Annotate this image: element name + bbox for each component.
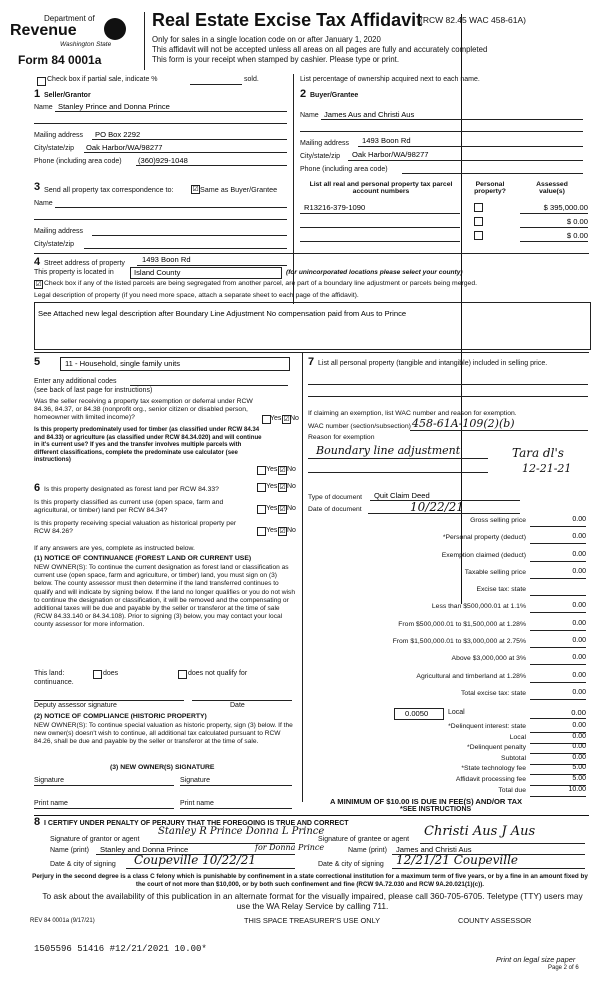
buyer-city-label: City/state/zip (300, 153, 341, 160)
doc-date-label: Date of document (308, 506, 362, 513)
seller-mailing-label: Mailing address (34, 132, 84, 139)
assessor-label: COUNTY ASSESSOR (458, 916, 532, 925)
page-number: Page 2 of 6 (548, 965, 579, 971)
tax-row-value[interactable]: 5.00 (530, 775, 586, 786)
tax-row (308, 568, 590, 585)
parcel-row (300, 231, 590, 245)
forest-no-checkbox[interactable]: ☑ (279, 484, 286, 491)
grantee-signature[interactable]: Christi Aus J Aus (424, 824, 536, 839)
exemption-label: If claiming an exemption, list WAC number and reason for exemption. (308, 410, 517, 417)
tax-row (308, 722, 590, 733)
wac-line (410, 430, 588, 431)
tax-row (308, 743, 590, 754)
assessed-value[interactable]: $ 395,000.00 (543, 203, 588, 212)
seller-city[interactable]: Oak Harbor/WA/98277 (86, 143, 163, 152)
tax-row-value[interactable]: 0.00 (530, 722, 586, 733)
local-rate-value: 0.0050 (405, 709, 429, 718)
treasurer-label: THIS SPACE TREASURER'S USE ONLY (244, 916, 381, 925)
parcel-row (300, 217, 590, 231)
grantor-name-label: Name (print) (50, 847, 89, 854)
tax-row-label: Exemption claimed (deduct) (441, 551, 526, 559)
grantee-date-city[interactable]: 12/21/21 Coupeville (396, 853, 519, 867)
tax-row-value[interactable]: 10.00 (530, 786, 586, 797)
minimum-note: A MINIMUM OF $10.00 IS DUE IN FEE(S) AND/OR TAX (330, 797, 523, 806)
parcel-header-personal: Personal property? (474, 181, 506, 195)
deputy-line (34, 700, 184, 701)
notice2-text: NEW OWNER(S): To continue special valuation as historic property, sign (3) below. If the new owner(s) doesn't wish to continue, all additional tax calculated pursuant to RCW 84.26, shall be due and payable by the seller or transferor at the time of sale. (34, 722, 293, 746)
seller-phone-line (136, 165, 287, 166)
seller-num: 1 (34, 88, 41, 100)
grantee-name-label: Name (print) (348, 847, 387, 854)
seller-phone-label: Phone (including area code) (34, 158, 122, 165)
tax-row-label: Subtotal (501, 754, 526, 762)
tax-row-value[interactable] (530, 585, 586, 596)
q2-yes-label: Yes (266, 466, 278, 473)
tax-row (308, 754, 590, 765)
side-note2: 12-21-21 (522, 462, 572, 475)
section7-text: List all personal property (tangible and intangible) included in selling price. (318, 360, 548, 367)
street-label: Street address of property (44, 260, 125, 267)
exemption-question: Was the seller receiving a property tax exemption or deferral under RCW 84.36, 84.37, or 84.38 (nonprofit org., senior citizen or disabled person, homeowner with limited income)? (34, 398, 253, 421)
ownership-label: List percentage of ownership acquired next to each name. (300, 76, 480, 83)
tax-row-value[interactable]: 5.00 (530, 764, 586, 775)
tax-row-label: *Delinquent penalty (467, 744, 526, 752)
timber-question: Is this property predominately used for timber (as classified under RCW 84.34 and 84.33) or agriculture (as classified under RCW 84.34.020) and will continue in it's current use? If yes and the transfer involves multiple parcels with different classifications, complete the predominate use calculator (see instructions) (34, 426, 262, 463)
doc-date[interactable]: 10/22/21 (410, 500, 464, 514)
tax-row (308, 672, 590, 689)
local-value-line (530, 718, 586, 719)
grantor-date-city[interactable]: Coupeville 10/22/21 (134, 853, 257, 867)
same-as-buyer-label: Same as Buyer/Grantee (200, 185, 278, 194)
assessed-value[interactable]: $ 0.00 (566, 217, 588, 226)
deputy-date-line (192, 700, 292, 701)
buyer-num: 2 (300, 88, 307, 100)
seller-name-line (55, 111, 287, 112)
perjury-note: Perjury in the second degree is a class C felony which is punishable by confinement in a state correctional institution for a maximum term of five years, or by a fine in an amount fixed by the court of not more than $10,000, or by both such confinement and fine (RCW 9A.72.030 and RCW 9A.20.021(1)(c)). (32, 873, 588, 888)
header-note3: This form is your receipt when stamped by cashier. Please type or print. (152, 55, 400, 64)
form-number: Form 84 0001a (18, 53, 102, 67)
section7-num: 7 (308, 356, 315, 368)
this-land-label: This land: (34, 670, 65, 677)
county-value: Island County (134, 268, 181, 277)
certify-label: I CERTIFY UNDER PENALTY OF PERJURY THAT THE FOREGOING IS TRUE AND CORRECT (44, 820, 349, 827)
section5-num: 5 (34, 356, 41, 368)
doc-date-line (368, 513, 520, 514)
tax-row (308, 733, 590, 744)
tax-row (308, 689, 590, 706)
section5-top-rule (34, 352, 589, 353)
historic-question: Is this property receiving special valuation as historical property per RCW 84.26? (34, 520, 237, 535)
tax-row-label: Agricultural and timberland at 1.28% (416, 672, 526, 680)
partial-sold-label: sold. (244, 76, 259, 83)
tax-row-value[interactable]: 0.00 (530, 689, 586, 700)
signature-label-1: Signature (34, 777, 64, 784)
new-owner-sig-title: (3) NEW OWNER(S) SIGNATURE (110, 764, 215, 771)
buyer-name-line2 (300, 131, 583, 132)
partial-sale-label: Check box if partial sale, indicate % (47, 76, 158, 83)
tax-row (308, 764, 590, 775)
does-not-checkbox[interactable] (178, 670, 187, 679)
seller-heading: Seller/Grantor (44, 92, 91, 99)
grantor-signature[interactable]: Stanley R Prince Donna L Prince (158, 826, 325, 837)
legal-description-box[interactable] (34, 302, 591, 350)
center-divider-2 (302, 352, 303, 802)
tax-row-value[interactable]: 0.00 (530, 551, 586, 562)
tax-row-value[interactable]: 0.00 (530, 754, 586, 765)
seller-mailing-line (92, 139, 287, 140)
section4-num: 4 (34, 256, 41, 268)
land-use-select[interactable] (60, 357, 290, 371)
notice1-text: NEW OWNER(S): To continue the current designation as forest land or classification as current use (open space, farm and agriculture, or timber) land, you must sign on (3) below. The county assessor must then determine if the land transferred continues to qualify and will indicate by signing below. If the land no longer qualifies or you do not wish to continue the designation or classification, it will be removed and the compensating or additional taxes will be due and payable by the seller or transferor at the time of sale (RCW 84.33.140 or 84.34.108). Prior to signing (3) below, you may contact your local county assessor for more information. (34, 564, 295, 629)
wac-label: WAC number (section/subsection) (308, 423, 411, 430)
does-not-label: does not qualify for (188, 670, 248, 677)
tax-row-label: Total excise tax: state (461, 689, 526, 697)
section6-num: 6 (34, 482, 41, 494)
header-divider (144, 12, 145, 70)
buyer-phone-label: Phone (including area code) (300, 166, 388, 173)
receipt-stamp: 1505596 51416 #12/21/2021 10.00* (34, 944, 207, 954)
seller-name-line2 (34, 123, 287, 124)
deputy-date-label: Date (230, 702, 245, 709)
tax-row-label: From $500,000.01 to $1,500,000 at 1.28% (398, 620, 526, 628)
forest-question: Is this property designated as forest land per RCW 84.33? (44, 486, 219, 493)
tax-row-value[interactable]: 0.00 (530, 568, 586, 579)
current-use-question: Is this property classified as current use (open space, farm and agricultural, or timber) land per RCW 84.34? (34, 499, 224, 514)
buyer-name-line (321, 119, 583, 120)
header-note2: This affidavit will not be accepted unless all areas on all pages are fully and accurately completed (152, 45, 488, 54)
grantor-sig-label: Signature of grantor or agent (50, 836, 140, 843)
section3-city-line (84, 248, 287, 249)
tax-row (308, 516, 590, 533)
tax-row-value[interactable]: 0.00 (530, 516, 586, 527)
buyer-mailing-label: Mailing address (300, 140, 350, 147)
print-name-label-2: Print name (180, 800, 214, 807)
reason-line (308, 458, 488, 459)
current-use-yes-label: Yes (266, 505, 278, 512)
personal-property-checkbox[interactable] (474, 217, 483, 226)
tax-row-label: Affidavit processing fee (455, 775, 526, 783)
tax-row-label: Taxable selling price (464, 568, 526, 576)
tax-row (308, 775, 590, 786)
legal-description: See Attached new legal description after Boundary Line Adjustment No compensation paid from Aus to Prince (38, 309, 407, 318)
doc-type[interactable]: Quit Claim Deed (374, 491, 430, 500)
tax-row-label: Total due (498, 786, 526, 794)
print-line-2 (180, 808, 292, 809)
rev-number: REV 84 0001a (9/17/21) (30, 918, 95, 924)
seller-phone[interactable]: (360)929-1048 (138, 156, 188, 165)
historic-yes-checkbox[interactable] (257, 527, 266, 536)
grantee-sig-line (420, 843, 585, 844)
section3-mailing-label: Mailing address (34, 228, 84, 235)
buyer-name[interactable]: James Aus and Christi Aus (324, 110, 415, 119)
print-line-1 (34, 808, 174, 809)
form-title-ref: (RCW 82.45 WAC 458-61A) (420, 15, 526, 25)
parcel-line (300, 241, 460, 242)
current-use-yes-checkbox[interactable] (257, 505, 266, 514)
value-line (520, 227, 588, 228)
tax-row-value[interactable]: 0.00 (530, 637, 586, 648)
seller-city-label: City/state/zip (34, 145, 75, 152)
current-use-no-label: No (287, 505, 296, 512)
tax-row (308, 637, 590, 654)
parcel-header-assessed: Assessed value(s) (536, 181, 568, 195)
deputy-label: Deputy assessor signature (34, 702, 117, 709)
form-title: Real Estate Excise Tax Affidavit (152, 10, 423, 30)
section7-line2 (308, 396, 588, 397)
see-instructions-note: *SEE INSTRUCTIONS (400, 806, 472, 813)
assessed-value[interactable]: $ 0.00 (566, 231, 588, 240)
segregated-checkbox[interactable]: ☑ (35, 281, 42, 288)
forest-yes-checkbox[interactable] (257, 483, 266, 492)
land-use-value: 11 - Household, single family units (65, 359, 181, 368)
parcel-number[interactable]: R13216-379-1090 (304, 203, 366, 212)
personal-property-checkbox[interactable] (474, 231, 483, 240)
notice2-title: (2) NOTICE OF COMPLIANCE (HISTORIC PROPERTY) (34, 713, 207, 720)
see-back-note: (see back of last page for instructions) (34, 387, 153, 394)
wac-handwritten[interactable]: 458-61A-109(2)(b) (412, 417, 515, 430)
reason-line2 (308, 472, 488, 473)
tax-row-value[interactable]: 0.00 (530, 672, 586, 683)
tax-row-label: *Personal property (deduct) (442, 534, 526, 542)
seller-name[interactable]: Stanley Prince and Donna Prince (58, 102, 170, 111)
agency-line2: Revenue (10, 22, 77, 39)
agency-line3: Washington State (60, 41, 112, 48)
additional-codes-label: Enter any additional codes (34, 378, 117, 385)
doc-type-label: Type of document (308, 494, 363, 501)
partial-percent-line[interactable] (190, 84, 242, 85)
seller-city-line (84, 152, 287, 153)
grantee-date-line (392, 868, 585, 869)
tax-row-value[interactable]: 0.00 (530, 602, 586, 613)
tax-row-value[interactable]: 0.00 (530, 533, 586, 544)
current-use-no-checkbox[interactable]: ☑ (279, 506, 286, 513)
buyer-mailing[interactable]: 1493 Boon Rd (362, 136, 411, 145)
grantor-name-hw: for Donna Prince (255, 843, 325, 852)
section3-name-label: Name (34, 200, 53, 207)
value-line (520, 241, 588, 242)
parcel-header-list: List all real and personal property tax parcel account numbers (309, 181, 453, 195)
reason-label: Reason for exemption (308, 434, 375, 441)
notice1-title: (1) NOTICE OF CONTINUANCE (FOREST LAND OR CURRENT USE) (34, 555, 252, 562)
revenue-logo-icon (104, 18, 126, 40)
q1-no-checkbox[interactable]: ☑ (283, 416, 290, 423)
tax-row-label: Local (509, 733, 526, 741)
grantee-sig-label: Signature of grantee or agent (318, 836, 410, 843)
tax-row-label: Excise tax: state (476, 586, 526, 594)
tax-row-value[interactable]: 0.00 (530, 654, 586, 665)
does-label: does (103, 670, 119, 677)
accessibility-note: To ask about the availability of this publication in an alternate format for the visually impaired, please call 360-705-6705. Teletype (TTY) users may use the WA Relay Service by calling 711. (42, 891, 583, 911)
buyer-city-line (348, 160, 583, 161)
header-note1: Only for sales in a single location code on or after January 1, 2020 (152, 35, 381, 44)
section8-top-rule (34, 815, 589, 816)
q1-yes-label: Yes (270, 415, 282, 422)
section3-num: 3 (34, 181, 41, 193)
sig-line-1 (34, 785, 174, 786)
partial-sale-checkbox[interactable] (37, 77, 46, 86)
q2-yes-checkbox[interactable] (257, 466, 266, 475)
seller-name-label: Name (34, 104, 53, 111)
tax-row-label: Less than $500,000.01 at 1.1% (431, 603, 526, 611)
value-line (520, 213, 588, 214)
historic-yes-label: Yes (266, 527, 278, 534)
reason-handwritten[interactable]: Boundary line adjustment (316, 444, 461, 457)
same-as-buyer-checkbox[interactable]: ☑ (192, 186, 199, 193)
street-line (137, 265, 287, 266)
tax-row (308, 786, 590, 797)
section3-city-label: City/state/zip (34, 241, 75, 248)
section3-name-line2 (34, 219, 287, 220)
parcel-line (300, 227, 460, 228)
section7-line1 (308, 384, 588, 385)
buyer-heading: Buyer/Grantee (310, 92, 359, 99)
parcel-line (300, 213, 460, 214)
tax-row-label: Above $3,000,000 at 3% (451, 655, 526, 663)
buyer-name-label: Name (300, 112, 319, 119)
local-label: Local (448, 709, 465, 716)
segregated-label: Check box if any of the listed parcels are being segregated from another parcel, are part of a boundary line adjustment or parcels being merged. (44, 280, 477, 287)
forest-no-label: No (287, 483, 296, 490)
tax-table (308, 516, 590, 706)
if-yes-note: If any answers are yes, complete as instructed below. (34, 545, 195, 552)
buyer-phone-line (402, 173, 583, 174)
tax-row (308, 602, 590, 619)
tax-row-label: From $1,500,000.01 to $3,000,000 at 2.75% (392, 638, 526, 646)
section4-top-rule (34, 253, 589, 254)
print-name-label-1: Print name (34, 800, 68, 807)
q2-no-checkbox[interactable]: ☑ (279, 467, 286, 474)
tax-row (308, 551, 590, 568)
parcel-row (300, 203, 590, 217)
historic-no-label: No (287, 527, 296, 534)
tax-row (308, 585, 590, 602)
grantor-date-line (126, 868, 295, 869)
agency-line1: Department of (44, 14, 95, 23)
sig-line-2 (180, 785, 292, 786)
grantor-date-label: Date & city of signing (50, 861, 116, 868)
legal-desc-label: Legal description of property (if you need more space, attach a separate sheet to each page of the affidavit). (34, 292, 359, 299)
tax-row-label: Gross selling price (470, 517, 526, 524)
personal-property-checkbox[interactable] (474, 203, 483, 212)
tax-row (308, 620, 590, 637)
forest-yes-label: Yes (266, 483, 278, 490)
located-label: This property is located in (34, 269, 114, 276)
local-rate-box[interactable] (394, 708, 444, 720)
grantor-name[interactable]: Stanley and Donna Prince (100, 845, 189, 854)
tax-table-2 (308, 722, 590, 796)
local-rate-row (308, 708, 590, 720)
section8-num: 8 (34, 816, 41, 828)
section3-text: Send all property tax correspondence to: (44, 185, 174, 194)
historic-no-checkbox[interactable]: ☑ (279, 528, 286, 535)
section3-name-line (55, 207, 287, 208)
grantee-name[interactable]: James and Christi Aus (396, 845, 472, 854)
q2-no-label: No (287, 466, 296, 473)
tax-row-label: *State technology fee (461, 765, 526, 773)
tax-row-value[interactable]: 0.00 (530, 733, 586, 744)
county-select[interactable] (130, 267, 282, 279)
grantee-date-label: Date & city of signing (318, 861, 384, 868)
tax-row-value[interactable]: 0.00 (530, 620, 586, 631)
local-value[interactable]: 0.00 (571, 708, 586, 717)
tax-row-label: *Delinquent interest: state (448, 723, 526, 730)
agency-logo (8, 14, 126, 50)
seller-mailing[interactable]: PO Box 2292 (95, 130, 141, 139)
buyer-mailing-line (358, 146, 583, 147)
side-note1: Tara dl's (512, 446, 564, 460)
signature-label-2: Signature (180, 777, 210, 784)
section3-mailing-line (92, 235, 287, 236)
tax-row-value[interactable]: 0.00 (530, 743, 586, 754)
does-checkbox[interactable] (93, 670, 102, 679)
street-address[interactable]: 1493 Boon Rd (142, 255, 191, 264)
additional-codes-line (130, 385, 288, 386)
legal-size-note: Print on legal size paper (496, 955, 576, 964)
buyer-city[interactable]: Oak Harbor/WA/98277 (352, 150, 429, 159)
continuance-label: continuance. (34, 679, 74, 686)
q1-no-label: No (290, 415, 299, 422)
tax-row (308, 654, 590, 671)
unincorporated-note: (for unincorporated locations please select your county) (286, 269, 463, 276)
tax-row (308, 533, 590, 550)
